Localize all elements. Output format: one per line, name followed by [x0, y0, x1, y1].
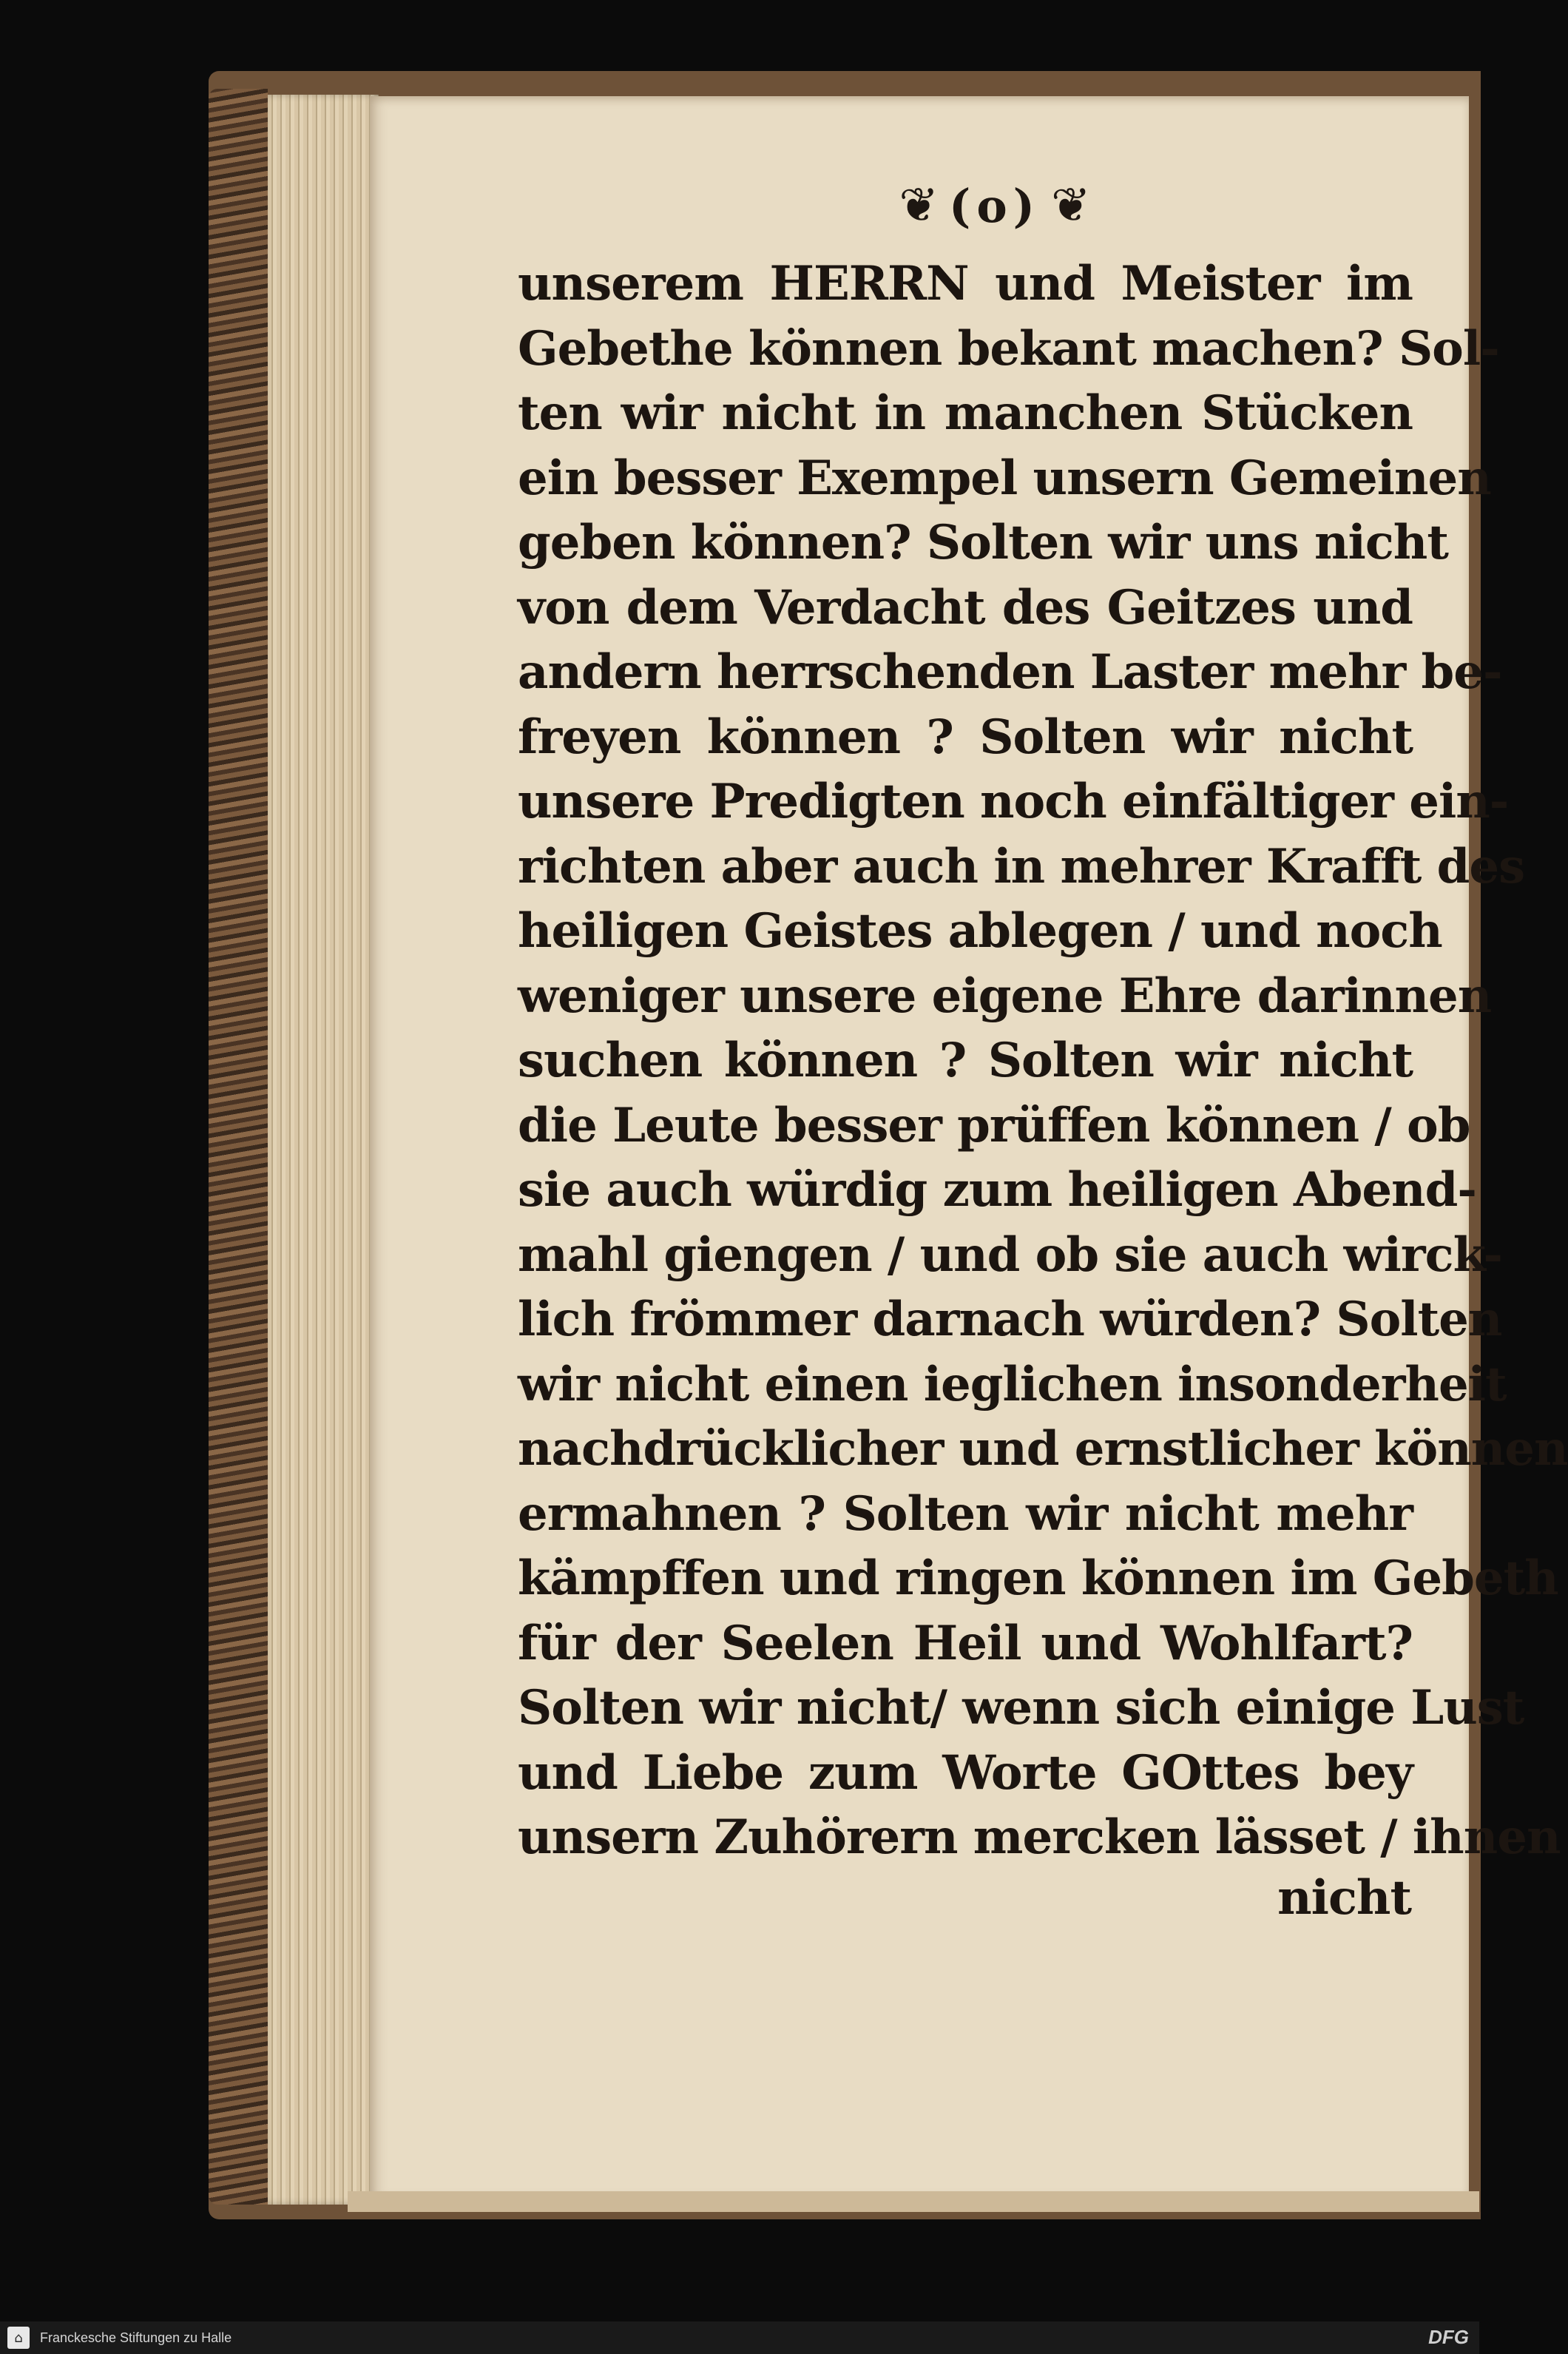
- text-line: unserem HERRN und Meister im: [518, 256, 1413, 311]
- text-line: unsere Predigten noch einfältiger ein-: [518, 774, 1509, 829]
- body-text: [518, 252, 1568, 1870]
- text-line: geben können? Solten wir uns nicht: [518, 515, 1448, 570]
- text-line: heiligen Geistes ablegen / und noch: [518, 903, 1442, 959]
- viewer-footer: [0, 2321, 1479, 2354]
- text-line: freyen können ? Solten wir nicht: [518, 709, 1413, 765]
- right-ornament-icon: ❦: [1051, 178, 1091, 233]
- text-line: kämpffen und ringen können im Gebeth: [518, 1551, 1558, 1606]
- text-line: sie auch würdig zum heiligen Abend-: [518, 1162, 1476, 1218]
- page-bottom-edge: [348, 2191, 1479, 2212]
- text-line: richten aber auch in mehrer Krafft des: [518, 838, 1525, 894]
- page-header: [806, 169, 1183, 243]
- text-line: und Liebe zum Worte GOttes bey: [518, 1744, 1413, 1801]
- text-line: mahl giengen / und ob sie auch wirck-: [518, 1227, 1502, 1283]
- funder-logo[interactable]: DFG: [1428, 2326, 1469, 2348]
- page-stack-edges: [268, 95, 379, 2205]
- text-line: Gebethe können bekant machen? Sol-: [518, 320, 1499, 377]
- institution-logo-icon[interactable]: ⌂: [7, 2327, 30, 2349]
- text-line: unsern Zuhörern mercken lässet / ihnen: [518, 1810, 1561, 1865]
- text-line: lich frömmer darnach würden? Solten: [518, 1292, 1502, 1347]
- text-line: wir nicht einen ieglichen insonderheit: [518, 1356, 1507, 1412]
- page-marker: (o): [948, 178, 1041, 233]
- text-line: weniger unsere eigene Ehre darinnen: [518, 968, 1492, 1024]
- catchword: nicht: [1277, 1870, 1411, 1926]
- left-ornament-icon: ❦: [899, 178, 939, 233]
- text-line: ermahnen ? Solten wir nicht mehr: [518, 1485, 1413, 1542]
- text-line: andern herrschenden Laster mehr be-: [518, 644, 1502, 700]
- book-cover-edge: [209, 89, 268, 2205]
- text-line: für der Seelen Heil und Wohlfart?: [518, 1615, 1413, 1671]
- text-line: nachdrücklicher und ernstlicher können: [518, 1421, 1568, 1477]
- text-line: Solten wir nicht/ wenn sich einige Lust: [518, 1680, 1524, 1736]
- text-line: die Leute besser prüffen können / ob: [518, 1097, 1470, 1153]
- text-line: ein besser Exempel unsern Gemeinen: [518, 450, 1491, 506]
- institution-name[interactable]: Franckesche Stiftungen zu Halle: [40, 2330, 232, 2345]
- text-line: von dem Verdacht des Geitzes und: [518, 579, 1413, 635]
- text-line: ten wir nicht in manchen Stücken: [518, 385, 1413, 441]
- text-line: suchen können ? Solten wir nicht: [518, 1033, 1413, 1088]
